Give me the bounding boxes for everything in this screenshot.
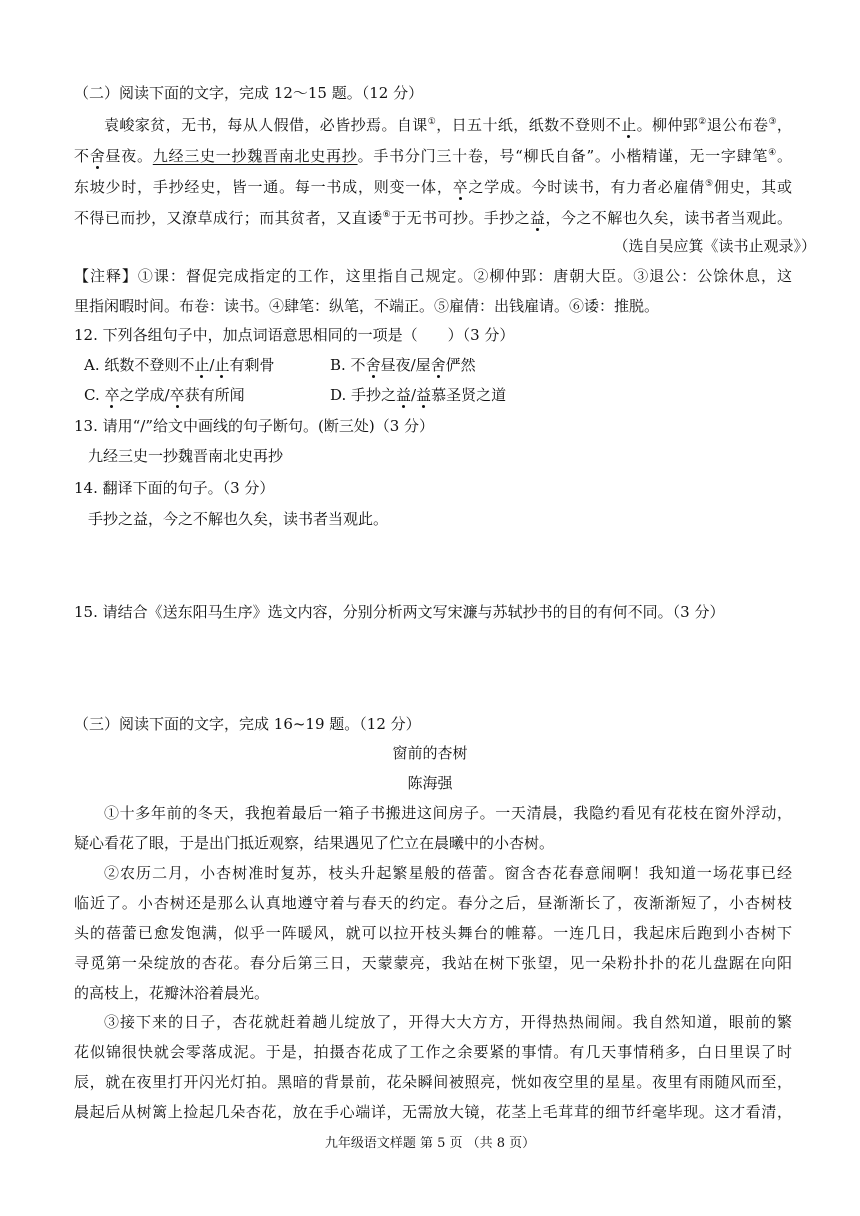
passage-text: 东坡少时，手抄经史，皆一通。每一书成，则变一体， bbox=[74, 178, 453, 196]
section-2-header: （二）阅读下面的文字，完成 12～15 题。（12 分） bbox=[74, 84, 424, 102]
footnote-mark: ④ bbox=[768, 148, 777, 158]
passage-text: 。柳仲郢 bbox=[636, 116, 699, 134]
essay-line bbox=[74, 863, 792, 883]
passage-text: ，日五十纸，纸数不登则不 bbox=[436, 116, 622, 134]
option-text: 之学成/ bbox=[119, 386, 170, 404]
essay-title: 窗前的杏树 bbox=[392, 744, 468, 762]
passage-text: 。手书分门三十卷，号“柳氏自备”。小楷精谨，无一字肆笔 bbox=[357, 147, 769, 165]
footnote-mark: ③ bbox=[768, 117, 777, 127]
essay-text: ③接下来的日子，杏花就赶着趟儿绽放了，开得大大方方，开得热热闹闹。我自然知道，眼前的繁 bbox=[104, 1013, 792, 1031]
dotted-word: 止 bbox=[194, 356, 210, 374]
option-text: C. bbox=[84, 386, 105, 404]
underlined-sentence: 九经三史一抄魏晋南北史再抄 bbox=[152, 147, 358, 165]
option-text: 俨然 bbox=[445, 356, 476, 374]
option-text: 昼夜/屋 bbox=[380, 356, 431, 374]
option-text: A. 纸数不登则不 bbox=[84, 356, 195, 374]
option-b bbox=[330, 355, 476, 375]
dotted-word: 舍 bbox=[89, 147, 106, 165]
dotted-word: 止 bbox=[621, 116, 637, 134]
dotted-word: 卒 bbox=[104, 386, 120, 404]
passage-text: 。 bbox=[776, 147, 792, 165]
passage-line-3 bbox=[74, 177, 792, 197]
question-13-sentence: 九经三史一抄魏晋南北史再抄 bbox=[88, 447, 284, 465]
essay-line: 的高枝上，花瓣沐浴着晨光。 bbox=[74, 984, 270, 1002]
option-text: D. 手抄之 bbox=[330, 386, 397, 404]
option-d bbox=[330, 385, 506, 405]
option-text: 有剩骨 bbox=[229, 356, 275, 374]
footnote-mark: ① bbox=[427, 117, 437, 127]
passage-text: 不 bbox=[74, 147, 90, 165]
dotted-word: 益 bbox=[396, 386, 412, 404]
dotted-word: 益 bbox=[530, 209, 546, 227]
essay-author: 陈海强 bbox=[407, 774, 453, 792]
page-footer: 九年级语文样题 第 5 页 （共 8 页） bbox=[324, 1136, 536, 1151]
essay-text: ②农历二月，小杏树准时复苏，枝头升起繁星般的蓓蕾。窗含杏花春意闹啊！我知道一场花事已经 bbox=[104, 864, 792, 882]
option-text: 获有所闻 bbox=[184, 386, 245, 404]
dotted-word: 舍 bbox=[365, 356, 381, 374]
passage-text: ， bbox=[776, 116, 792, 134]
dotted-word: 舍 bbox=[430, 356, 446, 374]
essay-line: 辰，就在夜里打开闪光灯拍。黑暗的背景前，花朵瞬间被照亮，恍如夜空里的星星。夜里有雨随风而至， bbox=[74, 1073, 792, 1091]
passage-text: 退公布卷 bbox=[706, 116, 769, 134]
footnote-mark: ⑤ bbox=[705, 179, 714, 189]
dotted-word: 卒 bbox=[452, 178, 469, 196]
passage-source: （选自吴应箕《读书止观录》） bbox=[613, 237, 816, 255]
question-14-sentence: 手抄之益，今之不解也久矣，读书者当观此。 bbox=[88, 510, 389, 528]
section-3-header: （三）阅读下面的文字，完成 16~19 题。（12 分） bbox=[74, 715, 421, 733]
passage-text: 昼夜。 bbox=[105, 147, 153, 165]
question-14-stem: 14. 翻译下面的句子。（3 分） bbox=[74, 479, 275, 497]
option-a bbox=[84, 355, 274, 375]
essay-line: 晨起后从树篱上捡起几朵杏花，放在手心端详，无需放大镜，花茎上毛茸茸的细节纤毫毕现。这才看清， bbox=[74, 1103, 792, 1121]
question-15-stem: 15. 请结合《送东阳马生序》选文内容，分别分析两文写宋濂与苏轼抄书的目的有何不同。（3 分） bbox=[74, 603, 725, 621]
notes-line-1: 【注释】①课：督促完成指定的工作，这里指自己规定。②柳仲郢：唐朝大臣。③退公：公馀休息，这 bbox=[74, 267, 792, 285]
option-text: / bbox=[209, 356, 215, 374]
essay-line: 花似锦很快就会零落成泥。于是，拍摄杏花成了工作之余要紧的事情。有几天事情稍多，白日里误了时 bbox=[74, 1043, 792, 1061]
passage-line-2 bbox=[74, 146, 792, 166]
passage-text: 佣史，其或 bbox=[713, 178, 792, 196]
option-text: 慕圣贤之道 bbox=[431, 386, 507, 404]
essay-line: 临近了。小杏树还是那么认真地遵守着与春天的约定。春分之后，昼渐渐长了，夜渐渐短了，小杏树枝 bbox=[74, 894, 792, 912]
essay-line: 头的蓓蕾已愈发饱满，似乎一阵暖风，就可以拉开枝头舞台的帷幕。一连几日，我起床后跑到小杏树下 bbox=[74, 924, 792, 942]
passage-text: 不得已而抄，又潦草成行；而其贫者，又直诿 bbox=[74, 209, 383, 227]
dotted-word: 益 bbox=[416, 386, 432, 404]
notes-line-2: 里指闲暇时间。布卷：读书。④肆笔：纵笔，不端正。⑤雇倩：出钱雇请。⑥诿：推脱。 bbox=[74, 297, 660, 315]
essay-text: ①十多年前的冬天，我抱着最后一箱子书搬进这间房子。一天清晨，我隐约看见有花枝在窗外浮动， bbox=[104, 804, 792, 822]
option-text: B. 不 bbox=[330, 356, 366, 374]
footnote-mark: ⑥ bbox=[382, 210, 392, 220]
passage-text: 于无书可抄。手抄之 bbox=[391, 209, 531, 227]
dotted-word: 止 bbox=[214, 356, 230, 374]
passage-line-1 bbox=[74, 115, 792, 135]
option-c bbox=[84, 385, 245, 405]
essay-line bbox=[74, 803, 792, 823]
passage-text: 之学成。今时读书，有力者必雇倩 bbox=[468, 178, 706, 196]
essay-line: 寻觅第一朵绽放的杏花。春分后第三日，天蒙蒙亮，我站在树下张望，见一朵粉扑扑的花儿盘踞在向阳 bbox=[74, 954, 792, 972]
passage-text: ，今之不解也久矣，读书者当观此。 bbox=[545, 209, 792, 227]
dotted-word: 卒 bbox=[169, 386, 185, 404]
footnote-mark: ② bbox=[698, 117, 707, 127]
question-12-stem: 12. 下列各组句子中，加点词语意思相同的一项是（ ）（3 分） bbox=[74, 326, 515, 344]
essay-line bbox=[74, 1012, 792, 1032]
passage-text: 袁峻家贫，无书，每从人假借，必皆抄焉。自课 bbox=[104, 116, 428, 134]
passage-line-4 bbox=[74, 208, 792, 228]
essay-line: 疑心看花了眼，于是出门抵近观察，结果遇见了伫立在晨曦中的小杏树。 bbox=[74, 834, 555, 852]
question-13-stem: 13. 请用“/”给文中画线的句子断句。(断三处)（3 分） bbox=[74, 417, 435, 435]
option-text: / bbox=[411, 386, 417, 404]
